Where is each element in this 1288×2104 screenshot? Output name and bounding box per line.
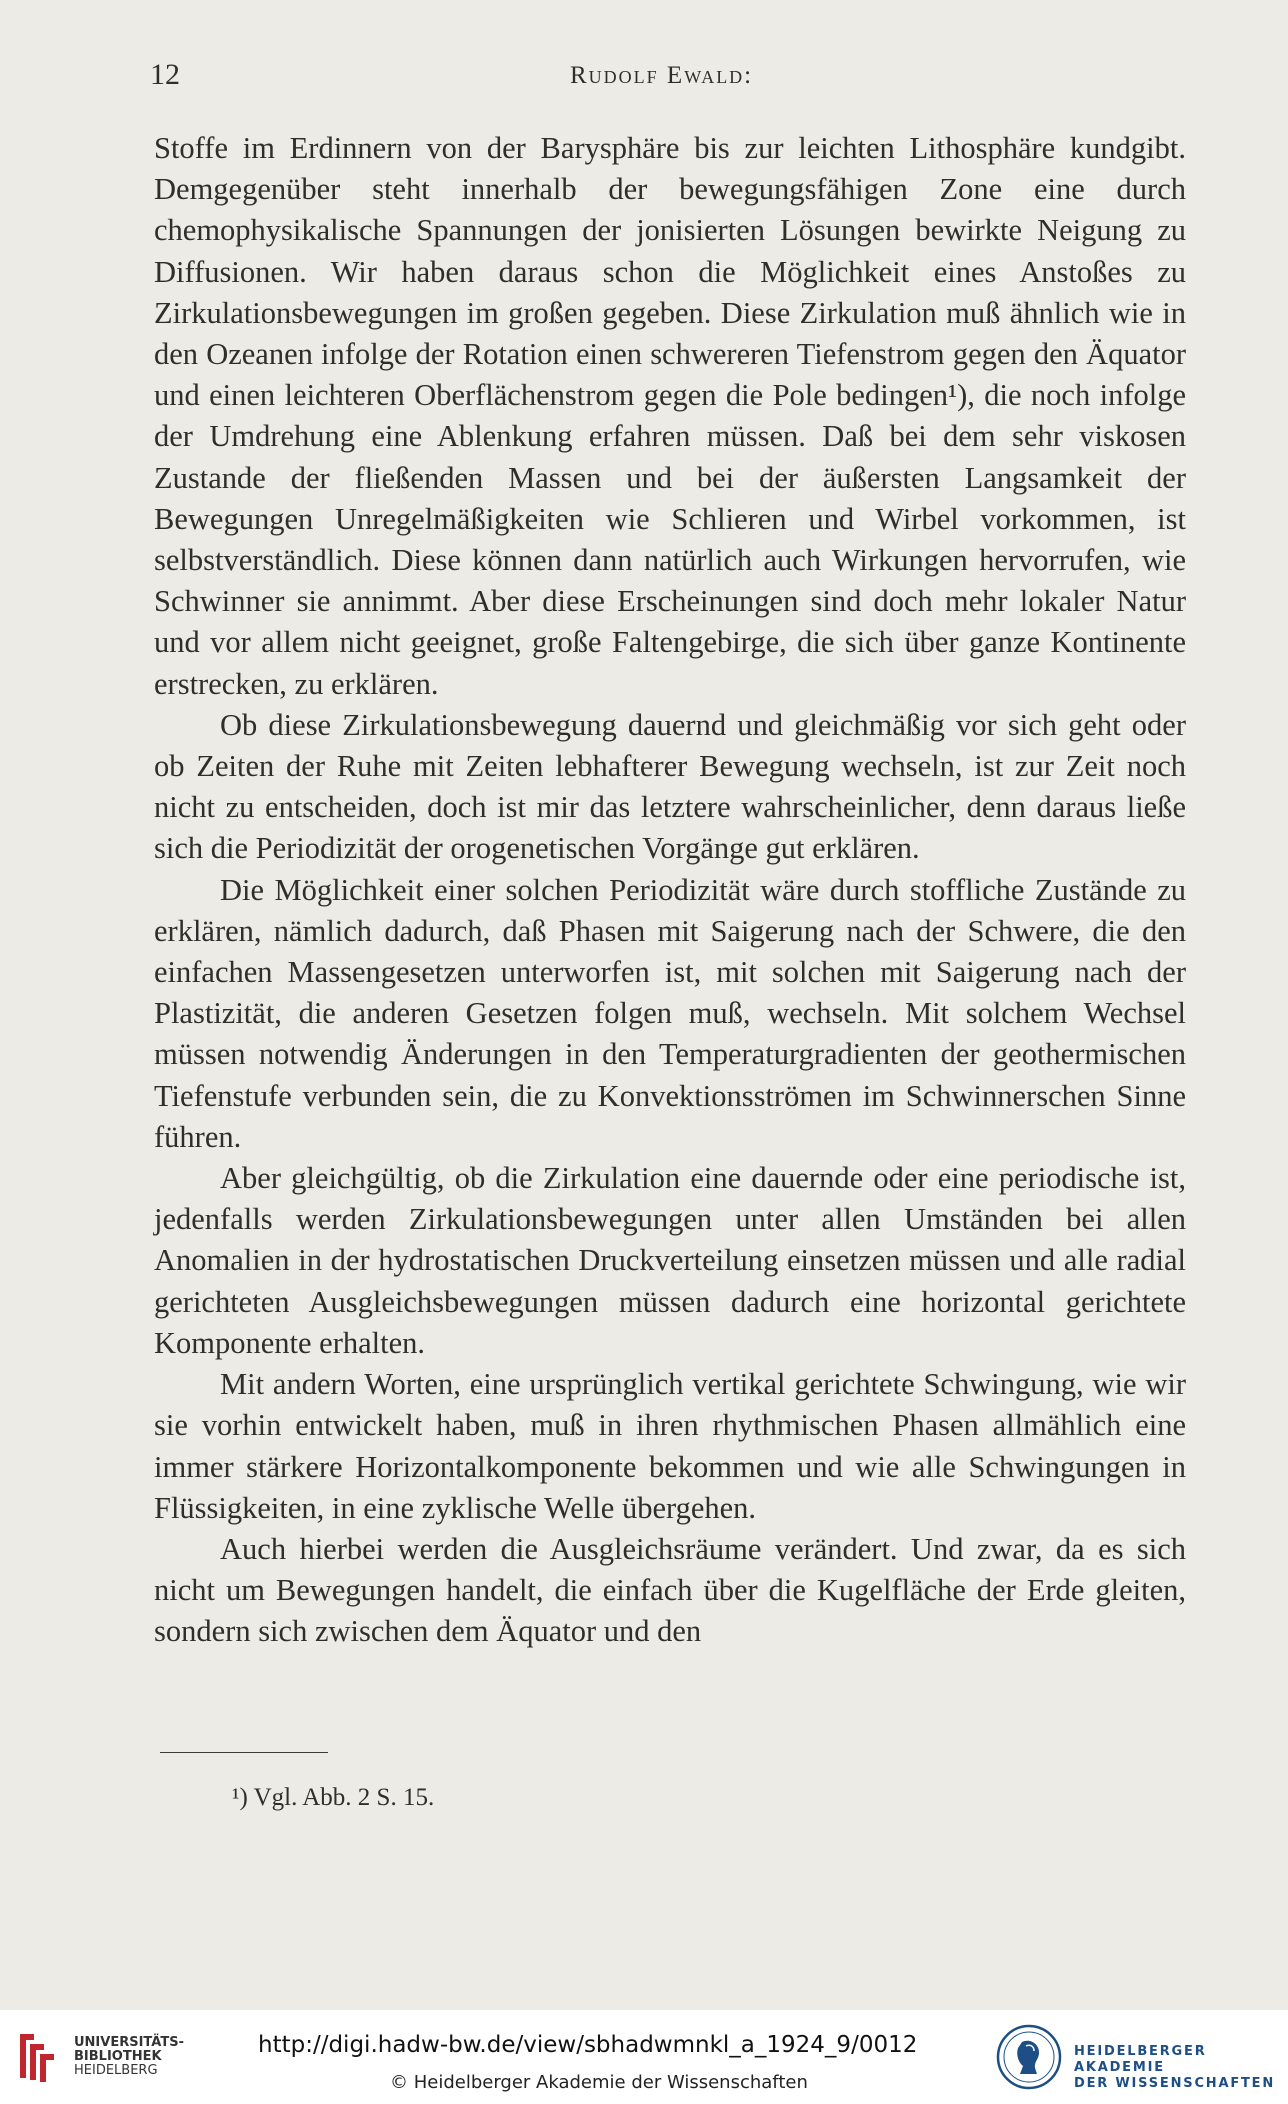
- page-number: 12: [150, 58, 180, 91]
- paragraph-1: Stoffe im Erdinnern von der Barysphäre bis zur leichten Lithosphäre kundgibt. Demgegenüber steht innerhalb der bewegungsfähigen Zone eine durch chemophysikalische Spannungen der jonisierten Lösungen bewirkte Neigung zu Diffusionen. Wir haben daraus schon die Möglichkeit eines Anstoßes zu Zirkulationsbewegungen im großen gegeben. Diese Zirkulation muß ähnlich wie in den Ozeanen infolge der Rotation einen schwereren Tiefenstrom gegen den Äquator und einen leichteren Oberflächenstrom gegen die Pole bedingen¹), die noch infolge der Umdrehung eine Ablenkung erfahren müssen. Daß bei dem sehr viskosen Zustande der fließenden Massen und bei der äußersten Langsamkeit der Bewegungen Unregelmäßigkeiten wie Schlieren und Wirbel vorkommen, ist selbstverständlich. Diese können dann natürlich auch Wirkungen hervorrufen, wie Schwinner sie annimmt. Aber diese Erscheinungen sind doch mehr lokaler Natur und vor allem nicht geeignet, große Faltengebirge, die sich über ganze Kontinente erstrecken, zu erklären.: [154, 131, 1186, 701]
- hadw-seal-icon[interactable]: [996, 2024, 1062, 2090]
- academy-name-line2: DER WISSENSCHAFTEN: [1074, 2076, 1276, 2091]
- library-name-line3: HEIDELBERG: [74, 2063, 158, 2078]
- page-header: [150, 58, 1190, 98]
- library-name: [74, 2036, 184, 2078]
- footnote-rule: [160, 1752, 328, 1753]
- footnote: ¹) Vgl. Abb. 2 S. 15.: [232, 1784, 435, 1811]
- viewer-footer: [0, 2010, 1288, 2104]
- paragraph-2: Ob diese Zirkulationsbewegung dauernd und gleichmäßig vor sich geht oder ob Zeiten der Ruhe mit Zeiten lebhafterer Bewegung wechseln, ist zur Zeit noch nicht zu entscheiden, doch ist mir das letztere wahrscheinlicher, denn daraus ließe sich die Periodizität der orogenetischen Vorgänge gut erklären.: [154, 707, 1186, 866]
- academy-name: [1074, 2044, 1288, 2092]
- library-name-line2: BIBLIOTHEK: [74, 2049, 162, 2064]
- academy-name-line1: HEIDELBERGER AKADEMIE: [1074, 2044, 1207, 2075]
- paragraph-3: Die Möglichkeit einer solchen Periodizität wäre durch stoffliche Zustände zu erklären, nämlich dadurch, daß Phasen mit Saigerung nach der Schwere, die den einfachen Massengesetzen unterworfen ist, mit solchen mit Saigerung nach der Plastizität, die anderen Gesetzen folgen muß, wechseln. Mit solchem Wechsel müssen notwendig Änderungen in den Temperaturgradienten der geothermischen Tiefenstufe verbunden sein, die zu Konvektionsströmen im Schwinnerschen Sinne führen.: [154, 872, 1186, 1154]
- paragraph-4: Aber gleichgültig, ob die Zirkulation eine dauernde oder eine periodische ist, jedenfalls werden Zirkulationsbewegungen unter allen Umständen bei allen Anomalien in der hydrostatischen Druckverteilung einsetzen müssen und alle radial gerichteten Ausgleichsbewegungen müssen dadurch eine horizontal gerichtete Komponente erhalten.: [154, 1161, 1186, 1360]
- running-head: Rudolf Ewald:: [570, 62, 754, 89]
- paragraph-5: Mit andern Worten, eine ursprünglich vertikal gerichtete Schwingung, wie wir sie vorhin entwickelt haben, muß in ihren rhythmischen Phasen allmählich eine immer stärkere Horizontalkomponente bekommen und wie alle Schwingungen in Flüssigkeiten, in eine zyklische Welle übergehen.: [154, 1367, 1186, 1525]
- body-text: [154, 128, 1186, 1653]
- library-name-line1: UNIVERSITÄTS-: [74, 2035, 184, 2050]
- permalink-url[interactable]: http://digi.hadw-bw.de/view/sbhadwmnkl_a_1924_9/0012: [258, 2032, 918, 2058]
- copyright-notice: © Heidelberger Akademie der Wissenschaften: [390, 2072, 808, 2093]
- ub-heidelberg-logo-icon[interactable]: [14, 2030, 64, 2084]
- paragraph-6: Auch hierbei werden die Ausgleichsräume verändert. Und zwar, da es sich nicht um Bewegungen handelt, die einfach über die Kugelfläche der Erde gleiten, sondern sich zwischen dem Äquator und den: [154, 1531, 1186, 1649]
